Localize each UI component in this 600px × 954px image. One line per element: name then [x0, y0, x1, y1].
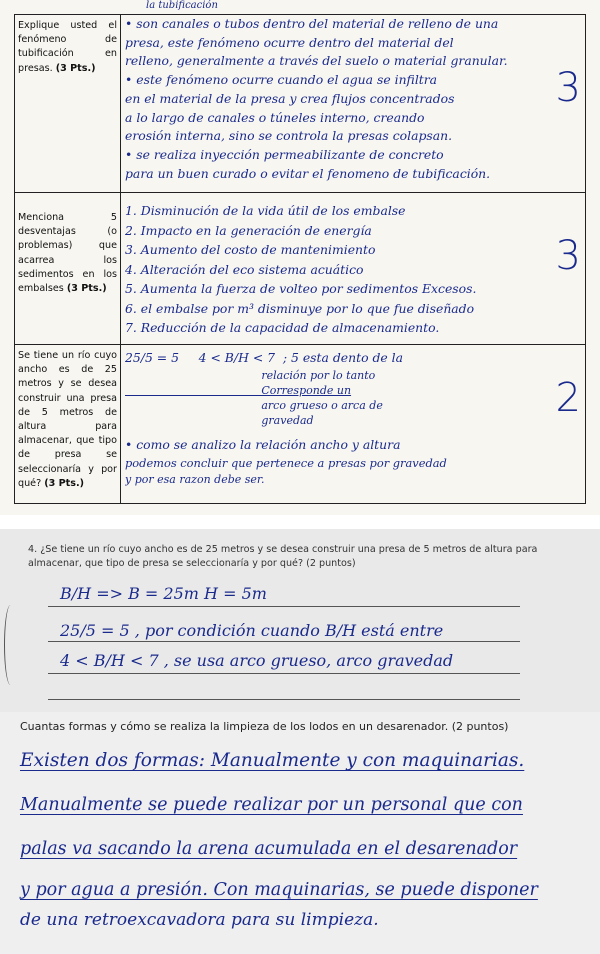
question-text: Menciona 5 desventajas (o problemas) que acarrea los sedimentos en los embalses: [18, 212, 117, 295]
answer-line: 3. Aumento del costo de mantenimiento: [125, 242, 376, 257]
answer-cell: [125, 201, 545, 352]
answer-line: • son canales o tubos dentro del material de relleno de una: [125, 16, 499, 31]
question-text: Explique usted el fenómeno de tubificación en presas.: [18, 20, 117, 74]
score-mark: 2: [555, 375, 581, 421]
answer-line: 7. Reducción de la capacidad de almacenamiento.: [125, 320, 440, 335]
answer-line: gravedad: [125, 413, 314, 427]
answer-line: • se realiza inyección permeabilizante de concreto: [125, 146, 444, 162]
margin-bracket: [4, 605, 17, 685]
table-row: [15, 345, 585, 503]
answer-line: • como se analizo la relación ancho y altura: [125, 436, 401, 452]
answer-rule: [48, 641, 520, 642]
answer-line: 25/5 = 5 4 < B/H < 7 ; 5 esta dento de la: [125, 350, 404, 365]
answer-line: Corresponde un: [125, 383, 352, 397]
answer-line: y por agua a presión. Con maquinarias, se puede disponer: [20, 880, 538, 900]
question-cell: [15, 345, 121, 503]
answer-line: 25/5 = 5 , por condición cuando B/H está entre: [60, 621, 444, 640]
question-cell: [15, 193, 121, 344]
answer-line: y por esa razon debe ser.: [125, 473, 265, 487]
table-row: [15, 15, 585, 193]
answer-rule: [48, 606, 520, 607]
table-row: [15, 193, 585, 345]
question-text: Cuantas formas y cómo se realiza la limpieza de los lodos en un desarenador. (2 puntos): [20, 720, 509, 733]
answer-rule: [48, 673, 520, 674]
question-text: Se tiene un río cuyo ancho es de 25 metros y se desea construir una presa de 5 metros de altura para almacenar, que tipo de presa se seleccionaría y por qué?: [18, 350, 117, 489]
separator: [0, 515, 600, 529]
answer-line: Existen dos formas: Manualmente y con maquinarias.: [20, 750, 525, 771]
answer-line: palas va sacando la arena acumulada en el desarenador: [20, 839, 518, 859]
question-text: 4. ¿Se tiene un río cuyo ancho es de 25 metros y se desea construir una presa de 5 metros de altura para almacenar, que tipo de presa se seleccionaría y por qué? (2 puntos): [28, 544, 538, 569]
answer-line: relleno, generalmente a través del suelo o material granular.: [125, 53, 508, 69]
answer-line: 4 < B/H < 7 , se usa arco grueso, arco gravedad: [60, 651, 454, 670]
answer-line: 4. Alteración del eco sistema acuático: [125, 261, 364, 277]
desarenador-question-photo: [0, 712, 600, 954]
answer-line: podemos concluir que pertenece a presas por gravedad: [125, 456, 447, 471]
score-mark: 3: [555, 65, 581, 111]
answer-line: • este fenómeno ocurre cuando el agua se infiltra: [125, 72, 438, 88]
answer-line: 6. el embalse por m³ disminuye por lo que fue diseñado: [125, 300, 475, 316]
score-mark: 3: [555, 233, 581, 279]
answer-line: 5. Aumenta la fuerza de volteo por sedimentos Excesos.: [125, 281, 477, 296]
question-points: (3 Pts.): [44, 477, 84, 489]
header-note: la tubificación: [146, 0, 218, 11]
question-cell: [15, 15, 121, 192]
answer-line: a lo largo de canales o túneles interno, creando: [125, 109, 425, 125]
answer-cell: [125, 349, 545, 507]
answer-line: presa, este fenómeno ocurre dentro del material del: [125, 34, 454, 50]
exam-table: [14, 14, 586, 504]
answer-line: 1. Disminución de la vida útil de los embalse: [125, 203, 406, 218]
answer-line: Manualmente se puede realizar por un personal que con: [20, 795, 523, 815]
question-points: (3 Pts.): [66, 283, 107, 295]
question-points: (3 Pts.): [55, 62, 96, 74]
answer-line: erosión interna, sino se controla la presas colapsan.: [125, 128, 453, 144]
answer-line: B/H => B = 25m H = 5m: [60, 584, 267, 603]
answer-cell: [125, 15, 545, 192]
answer-line: en el material de la presa y crea flujos concentrados: [125, 90, 455, 106]
answer-line: para un buen curado o evitar el fenomeno de tubificación.: [125, 165, 491, 181]
answer-line: arco grueso o arca de: [125, 398, 383, 412]
answer-line: 2. Impacto en la generación de energía: [125, 222, 372, 238]
answer-rule: [48, 699, 520, 700]
question-4-photo: [0, 529, 600, 712]
answer-line: relación por lo tanto: [125, 368, 376, 382]
answer-line: de una retroexcavadora para su limpieza.: [20, 910, 379, 930]
